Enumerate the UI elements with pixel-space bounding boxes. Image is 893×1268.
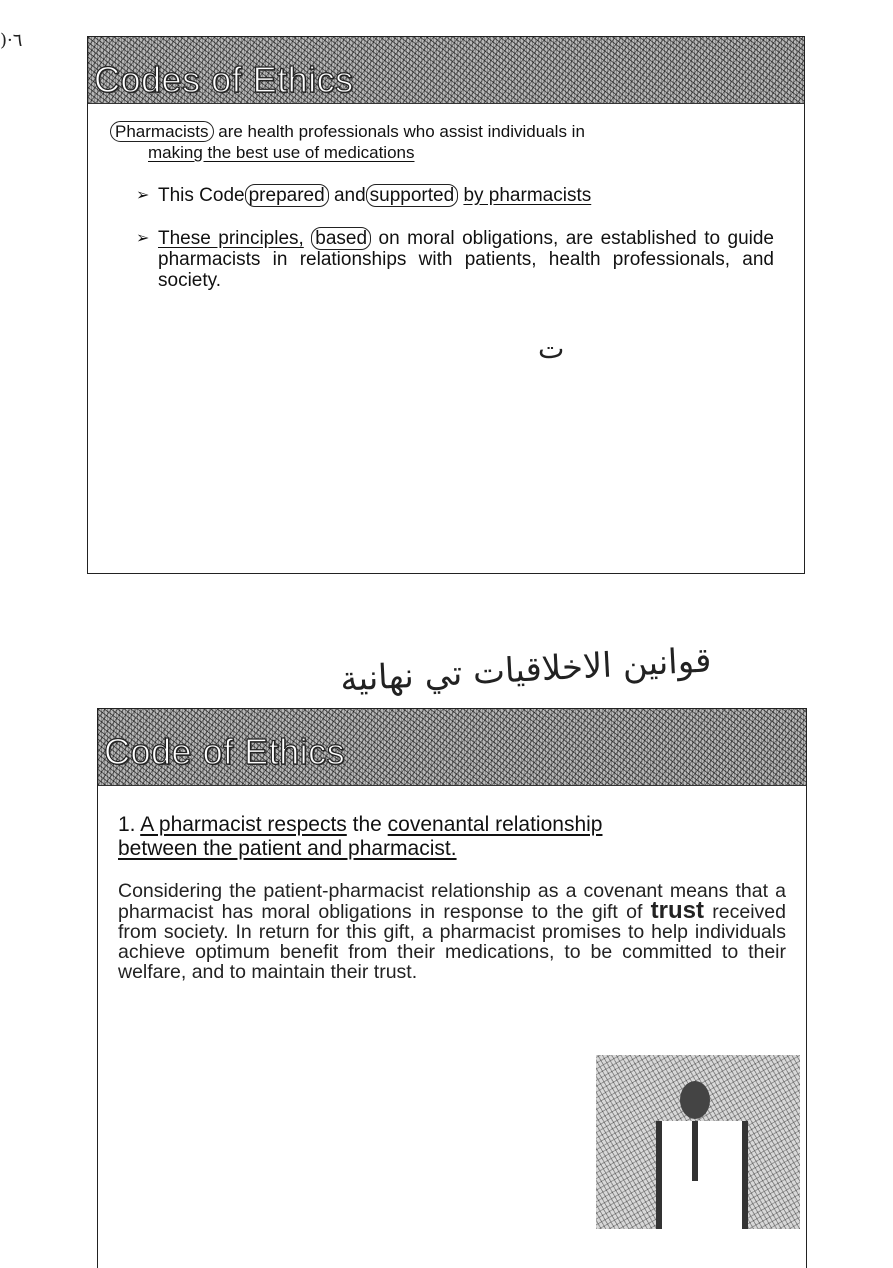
bullet-prefix: These principles,	[158, 228, 304, 249]
intro-line2: making the best use of medications	[148, 143, 415, 162]
photo-person-tie	[692, 1121, 698, 1181]
bullet-middle: and	[333, 185, 366, 206]
ethics-point	[118, 813, 786, 861]
slide-body	[110, 121, 774, 291]
arrow-bullet-icon: ➢	[136, 187, 150, 204]
slide-header	[88, 37, 804, 104]
point-text: covenantal relationship	[387, 813, 603, 836]
point-line2: between the patient and pharmacist.	[118, 837, 457, 860]
handwritten-heading: قوانين الاخلاقيات تي نهانية	[339, 640, 713, 700]
emphasis-word: trust	[650, 897, 704, 924]
ethics-paragraph	[118, 881, 786, 982]
intro-text	[110, 121, 774, 163]
point-text: A pharmacist respects	[140, 813, 347, 836]
point-number: 1.	[118, 813, 136, 836]
bullet-item	[110, 185, 774, 206]
corner-mark: )·٦	[0, 30, 23, 51]
intro-rest: are health professionals who assist individuals in	[213, 122, 585, 141]
paragraph-text: Considering the patient-pharmacist relationship as a covenant means that a pharmacist has moral obligations in response to the gift of	[118, 880, 786, 923]
circled-word: prepared	[245, 184, 329, 207]
bullet-item	[110, 228, 774, 291]
slide-title: Code of Ethics	[104, 731, 346, 772]
pharmacist-photo	[596, 1055, 800, 1229]
slide-codes-of-ethics	[87, 36, 805, 574]
slide-title: Codes of Ethics	[94, 59, 354, 100]
point-text: the	[346, 813, 388, 836]
bullet-text: on moral obligations, are established to guide pharmacists in relationships with patients, health professionals, and society.	[158, 228, 775, 291]
bullet-suffix: by pharmacists	[463, 185, 592, 206]
handwritten-scribble: ت	[538, 332, 565, 365]
slide-header	[98, 709, 806, 786]
arrow-bullet-icon: ➢	[136, 230, 150, 247]
circled-word: supported	[366, 184, 459, 207]
bullet-prefix: This Code	[158, 185, 245, 206]
photo-person-body	[656, 1121, 748, 1229]
paragraph-text: received from society. In return for this gift, a pharmacist promises to help individuals achieve optimum benefit from their medications, to be committed to their welfare, and to maintain their trust.	[118, 901, 786, 983]
circled-word: based	[311, 227, 371, 250]
slide-code-of-ethics	[97, 708, 807, 1268]
circled-word: Pharmacists	[110, 121, 214, 142]
photo-person-head	[680, 1081, 710, 1119]
